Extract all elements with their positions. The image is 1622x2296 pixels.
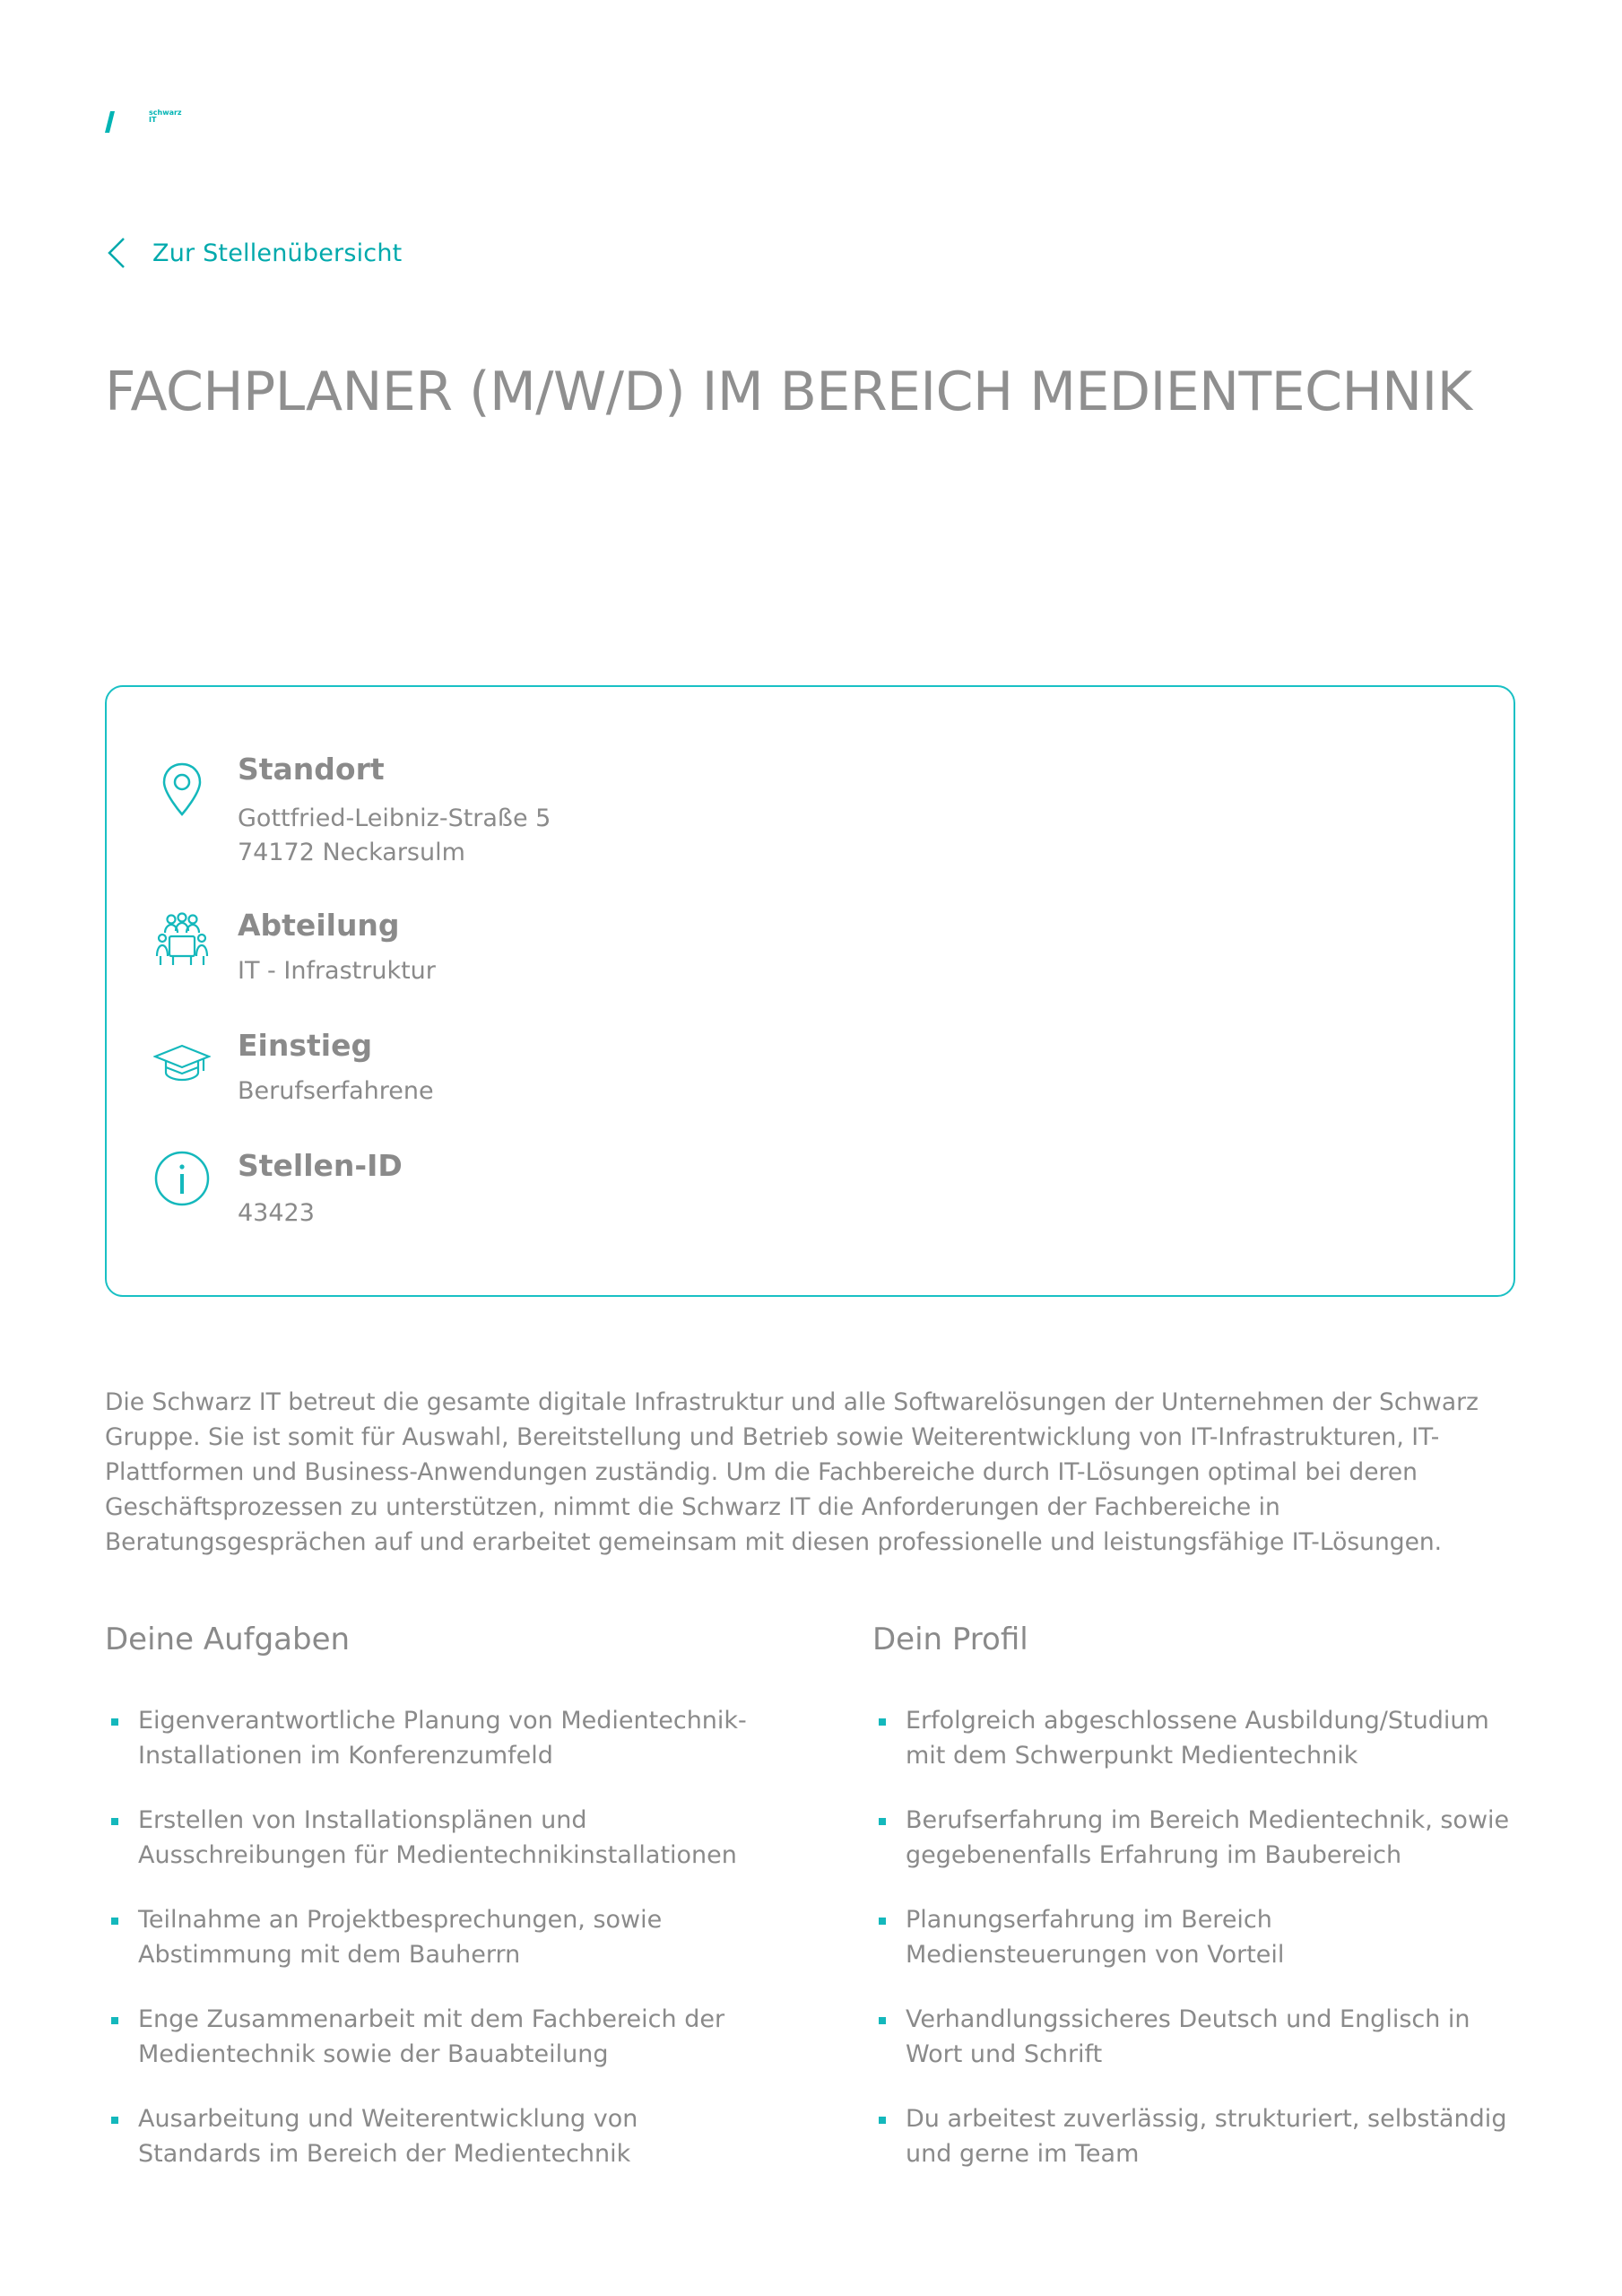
- job-info-card: [105, 685, 1515, 1297]
- bullet-icon: [111, 2117, 118, 2124]
- entry-level-label: Einstieg: [238, 1028, 373, 1063]
- location-line1: Gottfried-Leibniz-Straße 5: [238, 804, 551, 832]
- list-item: Eigenverantwortliche Planung von Medientechnik-Installationen im Konferenzumfeld: [105, 1704, 750, 1773]
- chevron-left-icon: [106, 236, 127, 270]
- bullet-icon: [111, 1718, 118, 1726]
- job-id-label: Stellen-ID: [238, 1148, 403, 1183]
- bullet-icon: [879, 1918, 886, 1925]
- department-value: IT - Infrastruktur: [238, 957, 436, 985]
- department-label: Abteilung: [238, 908, 400, 943]
- company-logo[interactable]: [104, 106, 194, 133]
- team-icon: [153, 911, 211, 969]
- logo-text: schwarz IT: [149, 109, 182, 124]
- bullet-icon: [111, 2017, 118, 2024]
- bullet-icon: [879, 1818, 886, 1825]
- job-id-value: 43423: [238, 1199, 315, 1227]
- list-item: Du arbeitest zuverlässig, strukturiert, selbständig und gerne im Team: [872, 2102, 1518, 2171]
- location-pin-icon: [153, 761, 211, 818]
- entry-level-value: Berufserfahrene: [238, 1077, 434, 1105]
- list-item: Erstellen von Installationsplänen und Ausschreibungen für Medientechnikinstallationen: [105, 1804, 750, 1873]
- bullet-icon: [879, 2017, 886, 2024]
- tasks-title: Deine Aufgaben: [105, 1622, 351, 1657]
- location-label: Standort: [238, 752, 385, 787]
- bullet-icon: [879, 1718, 886, 1726]
- bullet-icon: [879, 2117, 886, 2124]
- logo-slash-icon: [104, 111, 120, 133]
- page-title: FACHPLANER (M/W/D) IM BEREICH MEDIENTECHNIK: [105, 361, 1472, 423]
- list-item: Enge Zusammenarbeit mit dem Fachbereich der Medientechnik sowie der Bauabteilung: [105, 2003, 750, 2072]
- company-intro: Die Schwarz IT betreut die gesamte digitale Infrastruktur und alle Softwarelösungen der Unternehmen der Schwarz Gruppe. Sie ist somit für Auswahl, Bereitstellung und Betrieb sowie Weiterentwicklung von IT-Infrastrukturen, IT-Plattformen und Business-Anwendungen zuständig. Um die Fachbereiche durch IT-Lösungen optimal bei deren Geschäftsprozessen zu unterstützen, nimmt die Schwarz IT die Anforderungen der Fachbereiche in Beratungsgesprächen auf und erarbeitet gemeinsam mit diesen professionelle und leistungsfähige IT-Lösungen.: [105, 1388, 1479, 1556]
- list-item: Planungserfahrung im Bereich Mediensteuerungen von Vorteil: [872, 1903, 1518, 1972]
- list-item: Verhandlungssicheres Deutsch und Englisch in Wort und Schrift: [872, 2003, 1518, 2072]
- location-line2: 74172 Neckarsulm: [238, 839, 465, 866]
- list-item: Berufserfahrung im Bereich Medientechnik, sowie gegebenenfalls Erfahrung im Baubereich: [872, 1804, 1518, 1873]
- profile-section: [872, 1622, 1518, 2202]
- tasks-list: [105, 1704, 750, 2171]
- profile-title: Dein Profil: [872, 1622, 1028, 1657]
- profile-list: [872, 1704, 1518, 2171]
- bullet-icon: [111, 1918, 118, 1925]
- back-to-overview-link[interactable]: [106, 235, 402, 271]
- back-link-label: Zur Stellenübersicht: [152, 239, 403, 267]
- info-icon: [153, 1150, 211, 1207]
- list-item: Erfolgreich abgeschlossene Ausbildung/Studium mit dem Schwerpunkt Medientechnik: [872, 1704, 1518, 1773]
- list-item: Teilnahme an Projektbesprechungen, sowie Abstimmung mit dem Bauherrn: [105, 1903, 750, 1972]
- graduation-cap-icon: [153, 1037, 211, 1094]
- bullet-icon: [111, 1818, 118, 1825]
- tasks-section: [105, 1622, 750, 2202]
- list-item: Ausarbeitung und Weiterentwicklung von Standards im Bereich der Medientechnik: [105, 2102, 750, 2171]
